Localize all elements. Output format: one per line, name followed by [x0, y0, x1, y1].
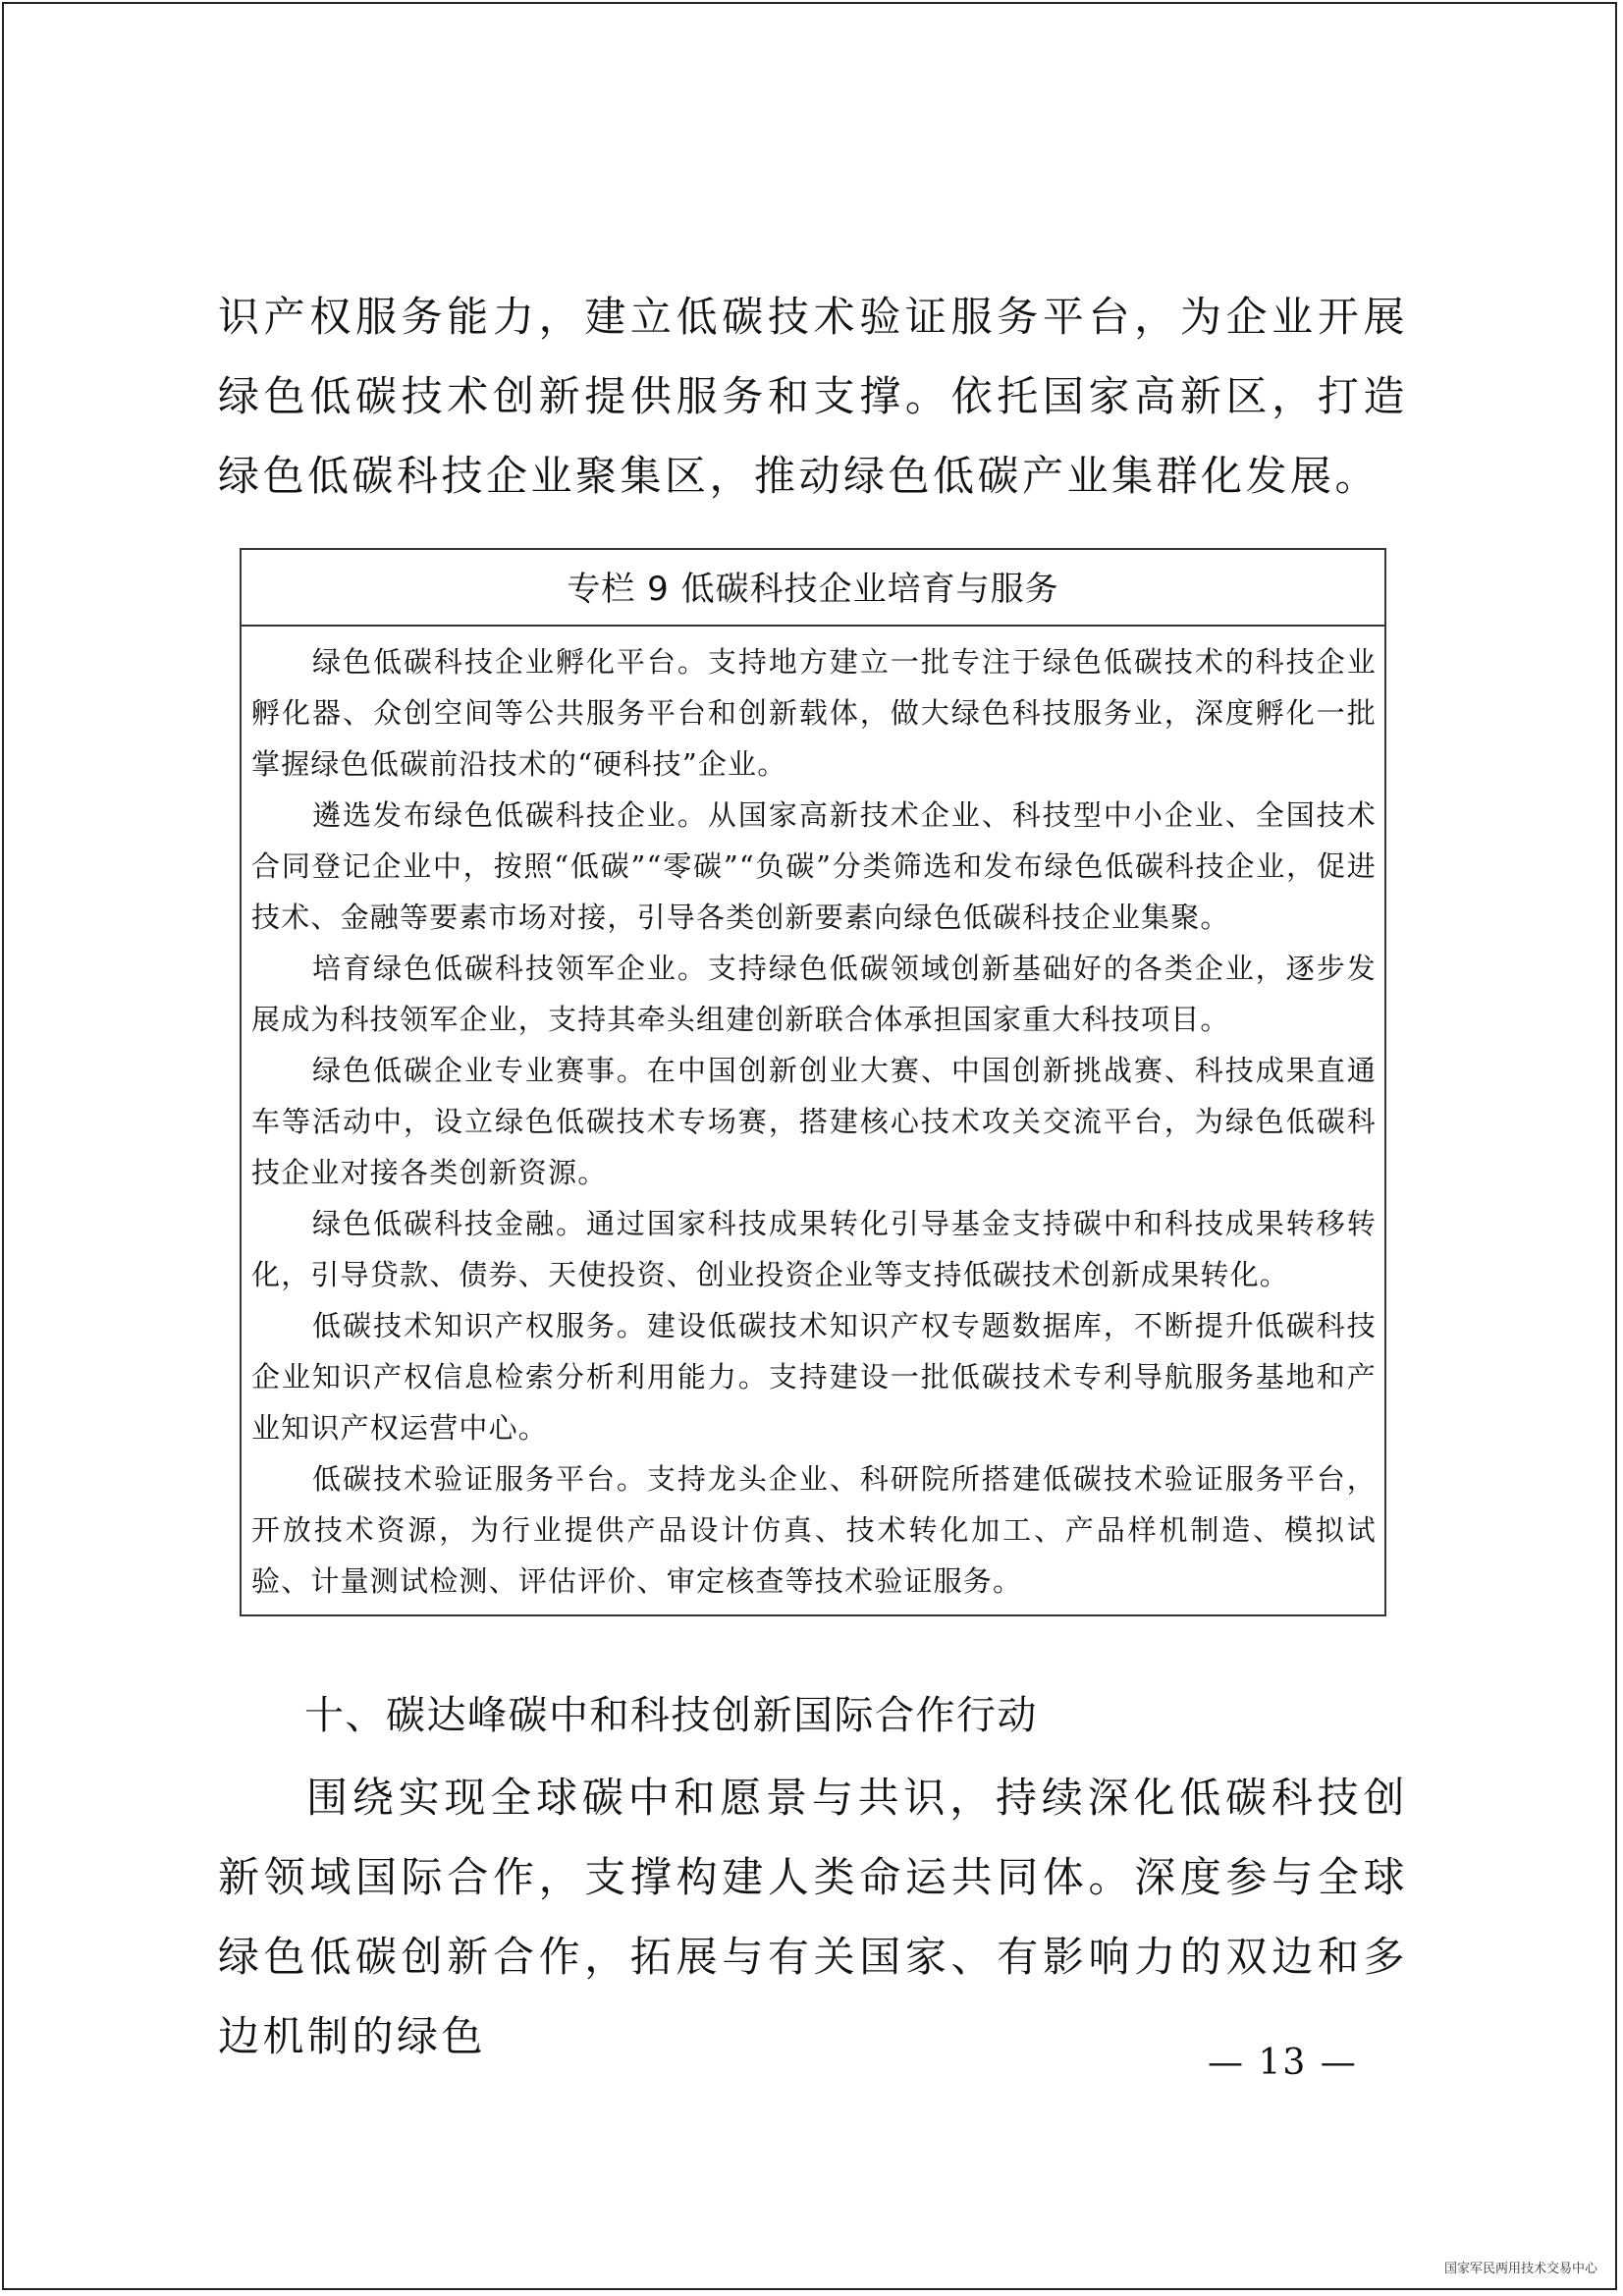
box-item-enterprise-selection: 遴选发布绿色低碳科技企业。从国家高新技术企业、科技型中小企业、全国技术合同登记企业中，按照“低碳”“零碳”“负碳”分类筛选和发布绿色低碳科技企业，促进技术、金融等要素市场对接，引导各类创新要素向绿色低碳科技企业集聚。	[251, 798, 1377, 934]
box-item-finance: 绿色低碳科技金融。通过国家科技成果转化引导基金支持碳中和科技成果转移转化，引导贷款、债券、天使投资、创业投资企业等支持低碳技术创新成果转化。	[251, 1207, 1377, 1291]
box-item-verification-platform: 低碳技术验证服务平台。支持龙头企业、科研院所搭建低碳技术验证服务平台，开放技术资源，为行业提供产品设计仿真、技术转化加工、产品样机制造、模拟试验、计量测试检测、评估评价、审定核查等技术验证服务。	[251, 1462, 1377, 1598]
source-watermark: 国家军民两用技术交易中心	[1443, 2262, 1597, 2276]
box-item-incubation-platform: 绿色低碳科技企业孵化平台。支持地方建立一批专注于绿色低碳技术的科技企业孵化器、众创空间等公共服务平台和创新载体，做大绿色科技服务业，深度孵化一批掌握绿色低碳前沿技术的“硬科技”企业。	[251, 645, 1377, 781]
box-item-leading-enterprises: 培育绿色低碳科技领军企业。支持绿色低碳领域创新基础好的各类企业，逐步发展成为科技领军企业，支持其牵头组建创新联合体承担国家重大科技项目。	[251, 952, 1377, 1036]
body-paragraph-bottom: 围绕实现全球碳中和愿景与共识，持续深化低碳科技创新领域国际合作，支撑构建人类命运共同体。深度参与全球绿色低碳创新合作，拓展与有关国家、有影响力的双边和多边机制的绿色	[218, 1774, 1408, 2060]
feature-box-body	[242, 627, 1384, 1607]
box-item-ip-services: 低碳技术知识产权服务。建设低碳技术知识产权专题数据库，不断提升低碳科技企业知识产权信息检索分析利用能力。支持建设一批低碳技术专利导航服务基地和产业知识产权运营中心。	[251, 1309, 1377, 1445]
page-number: — 13 —	[1208, 2043, 1358, 2083]
section-heading: 十、碳达峰碳中和科技创新国际合作行动	[304, 1693, 1038, 1738]
body-paragraph-top: 识产权服务能力，建立低碳技术验证服务平台，为企业开展绿色低碳技术创新提供服务和支撑。依托国家高新区，打造绿色低碳科技企业聚集区，推动绿色低碳产业集群化发展。	[218, 293, 1408, 500]
box-item-competitions: 绿色低碳企业专业赛事。在中国创新创业大赛、中国创新挑战赛、科技成果直通车等活动中，设立绿色低碳技术专场赛，搭建核心技术攻关交流平台，为绿色低碳科技企业对接各类创新资源。	[251, 1054, 1377, 1189]
feature-box-title: 专栏 9 低碳科技企业培育与服务	[242, 550, 1384, 627]
feature-box	[240, 548, 1386, 1616]
